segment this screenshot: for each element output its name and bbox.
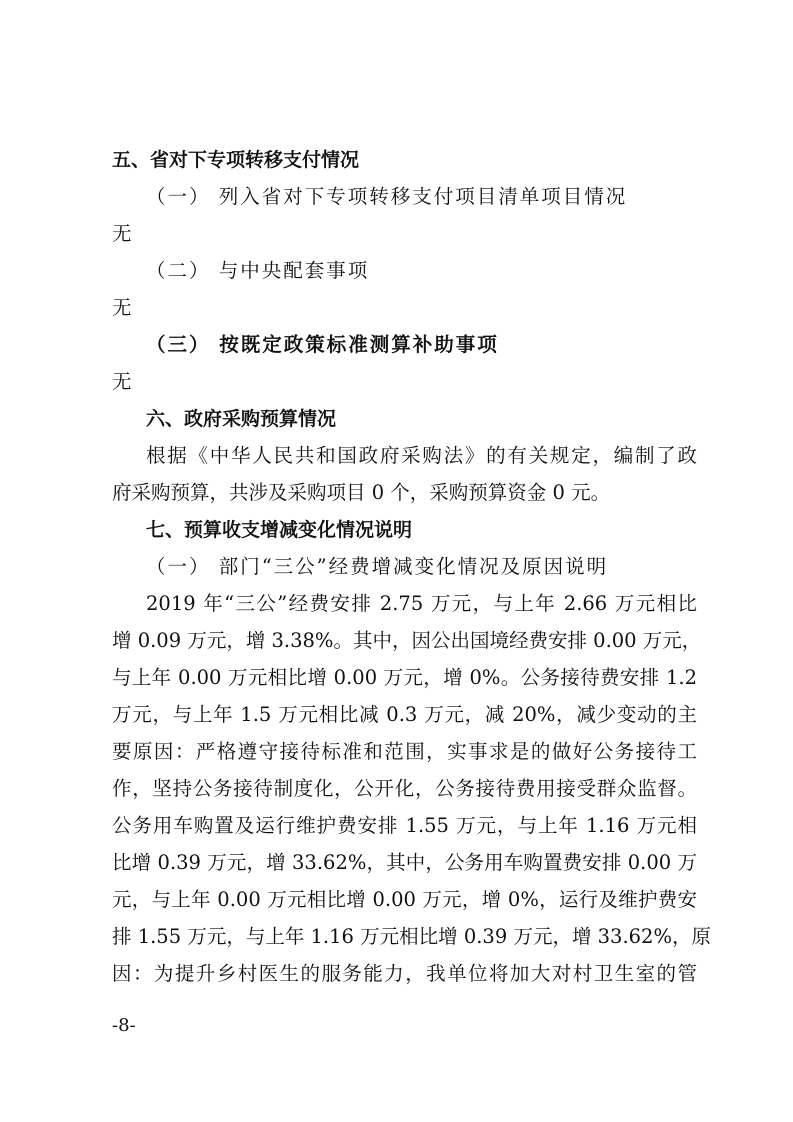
paragraph-line: 要原因：严格遵守接待标准和范围，实事求是的做好公务接待工 <box>112 740 697 763</box>
paragraph-line: 排 1.55 万元，与上年 1.16 万元相比增 0.39 万元，增 33.62%，原 <box>112 925 711 948</box>
paragraph-line: 增 0.09 万元，增 3.38%。其中，因公出国境经费安排 0.00 万元， <box>112 629 702 652</box>
section-5-2-heading: （二） 与中央配套事项 <box>146 259 370 282</box>
section-5-heading: 五、省对下专项转移支付情况 <box>112 149 360 171</box>
paragraph-line: 公务用车购置及运行维护费安排 1.55 万元，与上年 1.16 万元相 <box>112 814 697 837</box>
paragraph-line: 万元，与上年 1.5 万元相比减 0.3 万元，减 20%，减少变动的主 <box>112 703 697 726</box>
section-5-1-heading: （一） 列入省对下专项转移支付项目清单项目情况 <box>146 185 628 208</box>
section-7-1-heading: （一） 部门“三公”经费增减变化情况及原因说明 <box>146 555 609 578</box>
paragraph-line: 因：为提升乡村医生的服务能力，我单位将加大对村卫生室的管 <box>112 962 697 985</box>
section-5-1-body: 无 <box>112 222 132 245</box>
section-5-3-body: 无 <box>112 370 132 393</box>
section-5-2-body: 无 <box>112 296 132 319</box>
paragraph-line: 根据《中华人民共和国政府采购法》的有关规定，编制了政 <box>146 444 697 467</box>
section-7-heading: 七、预算收支增减变化情况说明 <box>146 519 413 541</box>
section-5-3-heading: （三） 按既定政策标准测算补助事项 <box>146 333 499 356</box>
paragraph-line: 元，与上年 0.00 万元相比增 0.00 万元，增 0%，运行及维护费安 <box>112 888 697 911</box>
page-number: -8- <box>112 1015 136 1036</box>
paragraph-line: 府采购预算，共涉及采购项目 0 个，采购预算资金 0 元。 <box>112 481 611 504</box>
paragraph-line: 2019 年“三公”经费安排 2.75 万元，与上年 2.66 万元相比 <box>146 592 697 615</box>
paragraph-line: 与上年 0.00 万元相比增 0.00 万元，增 0%。公务接待费安排 1.2 <box>112 666 697 689</box>
section-6-heading: 六、政府采购预算情况 <box>146 408 337 430</box>
paragraph-line: 作，坚持公务接待制度化，公开化，公务接待费用接受群众监督。 <box>112 777 697 800</box>
paragraph-line: 比增 0.39 万元，增 33.62%，其中，公务用车购置费安排 0.00 万 <box>112 851 697 874</box>
